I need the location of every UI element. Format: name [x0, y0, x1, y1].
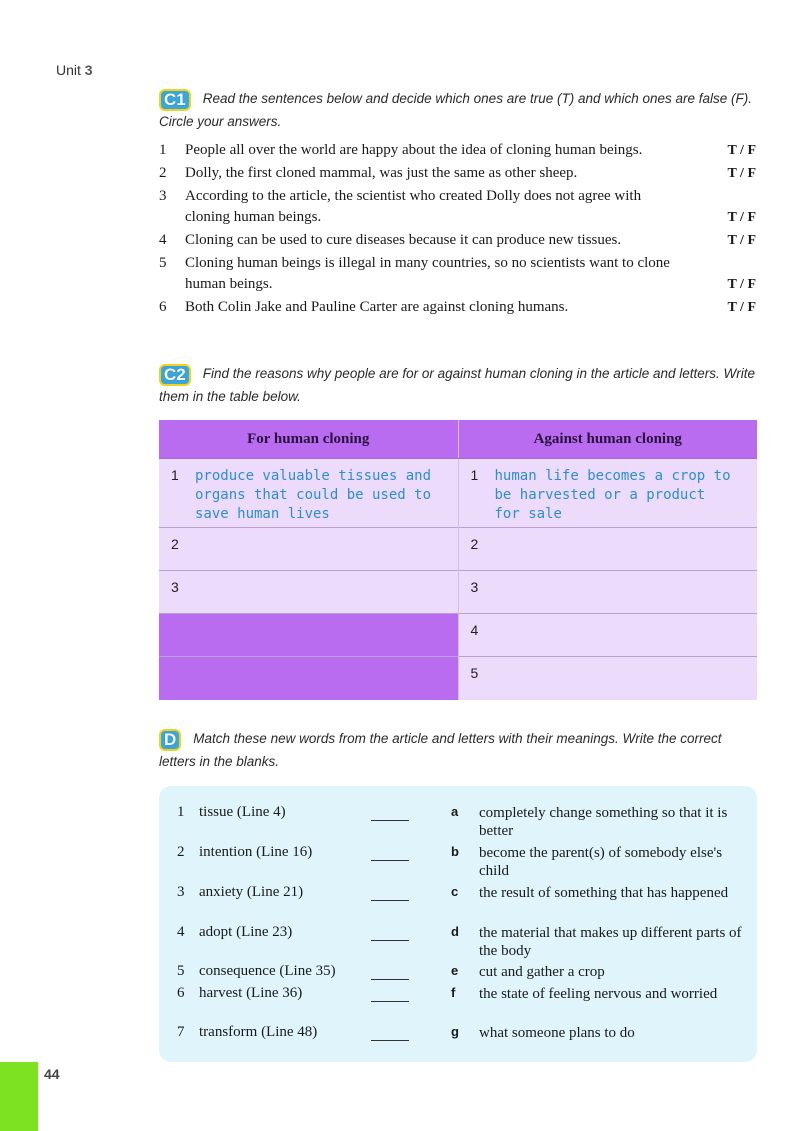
meaning-text: become the parent(s) of somebody else's child — [479, 845, 723, 879]
row-number: 3 — [171, 579, 179, 595]
page-tab — [0, 1062, 38, 1131]
word-text: transform (Line 48) — [199, 1024, 318, 1040]
meaning-e — [451, 963, 751, 981]
tf-statement: People all over the world are happy about the idea of cloning human beings. — [185, 142, 643, 158]
answer-blank-2[interactable] — [371, 846, 409, 861]
meaning-letter: e — [451, 963, 459, 978]
answer-blank-3[interactable] — [371, 886, 409, 901]
word-item-4 — [177, 924, 292, 941]
tf-answer[interactable]: T / F — [727, 210, 756, 225]
c2-instruction — [159, 363, 759, 407]
against-cell-1[interactable] — [458, 459, 757, 528]
meaning-letter: g — [451, 1024, 459, 1039]
word-number: 7 — [177, 1024, 185, 1040]
word-number: 4 — [177, 924, 185, 940]
word-item-1 — [177, 804, 286, 821]
answer-blank-4[interactable] — [371, 926, 409, 941]
c2-badge: C2 — [159, 364, 191, 386]
word-text: anxiety (Line 21) — [199, 884, 304, 900]
against-cell-2[interactable] — [458, 528, 757, 571]
true-false-list — [159, 140, 759, 320]
page-number: 44 — [44, 1066, 60, 1082]
meaning-text: the state of feeling nervous and worried — [479, 986, 718, 1002]
answer-blank-7[interactable] — [371, 1026, 409, 1041]
meaning-letter: a — [451, 804, 459, 819]
answer-text: produce valuable tissues and organs that could be used to save human lives — [195, 468, 432, 522]
meaning-letter: d — [451, 924, 459, 939]
d-instruction-text: Match these new words from the article and letters with their meanings. Write the correct letters in the blanks. — [159, 731, 722, 769]
against-cell-3[interactable] — [458, 571, 757, 614]
word-number: 5 — [177, 963, 185, 979]
tf-number: 2 — [159, 165, 167, 181]
unit-number: 3 — [84, 62, 93, 78]
d-badge: D — [159, 729, 181, 751]
tf-item-4 — [159, 230, 759, 251]
meaning-text: cut and gather a crop — [479, 964, 605, 980]
word-item-3 — [177, 884, 303, 901]
tf-number: 1 — [159, 142, 167, 158]
for-cell-1[interactable] — [159, 459, 458, 528]
word-text: intention (Line 16) — [199, 844, 313, 860]
meaning-f — [451, 985, 751, 1003]
tf-statement: According to the article, the scientist who created Dolly does not agree with cloning human beings. — [185, 188, 642, 225]
meaning-letter: b — [451, 844, 459, 859]
answer-blank-6[interactable] — [371, 987, 409, 1002]
word-text: adopt (Line 23) — [199, 924, 293, 940]
word-text: harvest (Line 36) — [199, 985, 303, 1001]
tf-item-6 — [159, 297, 759, 318]
row-number: 2 — [470, 536, 479, 552]
tf-answer[interactable]: T / F — [727, 277, 756, 292]
row-number: 5 — [470, 665, 479, 681]
meaning-a — [451, 804, 751, 840]
answer-text: human life becomes a crop to be harvested or a product for sale — [494, 468, 731, 522]
header-against: Against human cloning — [458, 420, 757, 459]
word-item-5 — [177, 963, 336, 980]
unit-label — [56, 62, 93, 78]
word-number: 6 — [177, 985, 185, 1001]
for-cell-2[interactable] — [159, 528, 458, 571]
for-cell-4-filled — [159, 614, 458, 657]
tf-item-2 — [159, 163, 759, 184]
word-number: 2 — [177, 844, 185, 860]
row-number: 1 — [171, 467, 179, 483]
for-cell-5-filled — [159, 657, 458, 700]
meaning-g — [451, 1024, 751, 1042]
row-number: 3 — [470, 579, 479, 595]
row-number: 1 — [470, 467, 479, 483]
meaning-text: the material that makes up different parts of the body — [479, 925, 742, 959]
c1-badge: C1 — [159, 89, 191, 111]
d-instruction — [159, 728, 759, 772]
c1-instruction-text: Read the sentences below and decide which ones are true (T) and which ones are false (F). Circle your answers. — [159, 91, 753, 129]
c1-instruction — [159, 88, 759, 132]
against-cell-5[interactable] — [458, 657, 757, 700]
tf-number: 5 — [159, 255, 167, 271]
word-item-6 — [177, 985, 302, 1002]
unit-word: Unit — [56, 62, 81, 78]
tf-number: 6 — [159, 299, 167, 315]
matching-box — [159, 786, 757, 1062]
tf-number: 4 — [159, 232, 167, 248]
word-item-2 — [177, 844, 312, 861]
word-item-7 — [177, 1024, 317, 1041]
meaning-c — [451, 884, 751, 902]
row-number: 4 — [470, 622, 479, 638]
tf-number: 3 — [159, 188, 167, 204]
meaning-text: what someone plans to do — [479, 1025, 635, 1041]
tf-item-1 — [159, 140, 759, 161]
tf-item-5 — [159, 253, 759, 295]
tf-statement: Both Colin Jake and Pauline Carter are against cloning humans. — [185, 299, 569, 315]
meaning-letter: c — [451, 884, 459, 899]
tf-statement: Cloning can be used to cure diseases because it can produce new tissues. — [185, 232, 622, 248]
word-number: 1 — [177, 804, 185, 820]
tf-answer[interactable]: T / F — [727, 233, 756, 248]
row-number: 2 — [171, 536, 179, 552]
meaning-text: completely change something so that it is better — [479, 805, 728, 839]
answer-blank-5[interactable] — [371, 965, 409, 980]
meaning-letter: f — [451, 985, 456, 1000]
tf-statement: Cloning human beings is illegal in many countries, so no scientists want to clone human beings. — [185, 255, 670, 292]
against-cell-4[interactable] — [458, 614, 757, 657]
meaning-text: the result of something that has happened — [479, 885, 729, 901]
header-for: For human cloning — [159, 420, 458, 459]
tf-answer[interactable]: T / F — [727, 166, 756, 181]
tf-statement: Dolly, the first cloned mammal, was just the same as other sheep. — [185, 165, 578, 181]
word-text: consequence (Line 35) — [199, 963, 336, 979]
word-text: tissue (Line 4) — [199, 804, 286, 820]
word-number: 3 — [177, 884, 185, 900]
for-cell-3[interactable] — [159, 571, 458, 614]
tf-answer[interactable]: T / F — [727, 300, 756, 315]
answer-blank-1[interactable] — [371, 806, 409, 821]
meaning-d — [451, 924, 751, 960]
meaning-b — [451, 844, 751, 880]
reasons-table — [159, 420, 757, 700]
tf-answer[interactable]: T / F — [727, 143, 756, 158]
c2-instruction-text: Find the reasons why people are for or against human cloning in the article and letters. Write them in the table below. — [159, 366, 756, 404]
tf-item-3 — [159, 186, 759, 228]
